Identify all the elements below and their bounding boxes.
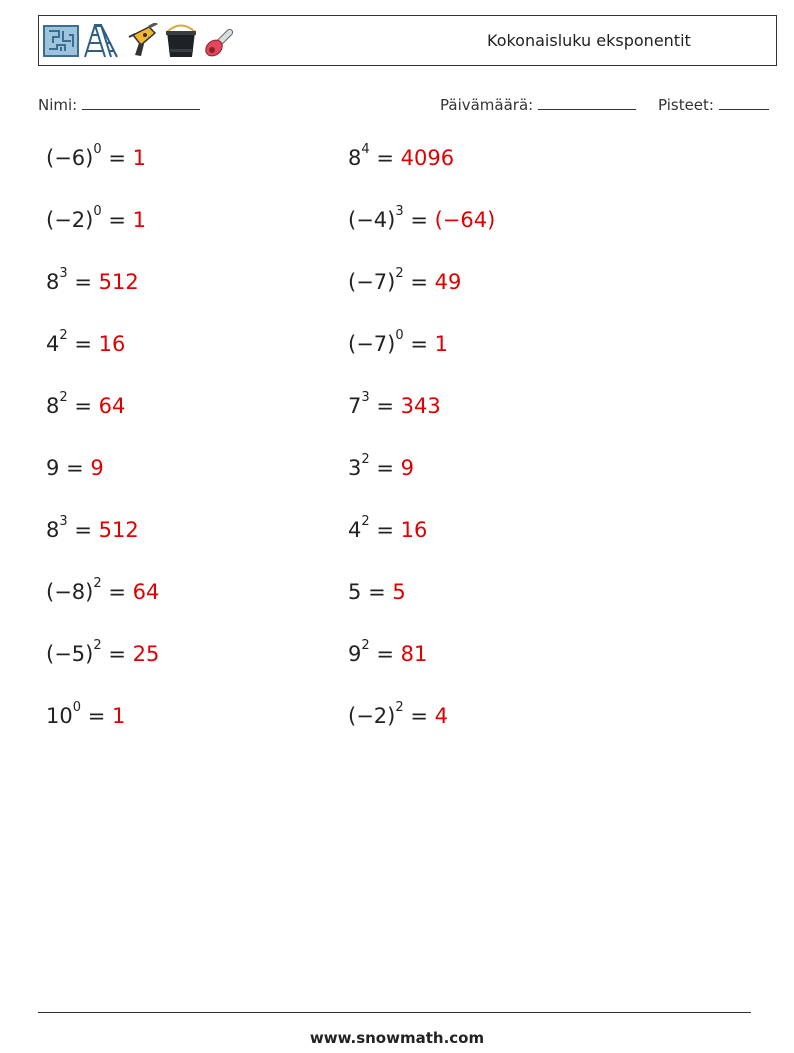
problem-exponent: 2 xyxy=(59,390,68,405)
problem-base: 8 xyxy=(46,518,60,542)
problem-item xyxy=(46,514,139,542)
problem-base: (−8) xyxy=(46,580,94,604)
score-label: Pisteet: xyxy=(658,96,714,114)
problem-answer: 512 xyxy=(98,518,139,542)
problem-exponent: 2 xyxy=(361,638,370,653)
problem-exponent: 2 xyxy=(395,700,404,715)
equals-sign: = xyxy=(74,270,92,294)
footer-url: www.snowmath.com xyxy=(309,1029,485,1047)
problem-exponent: 2 xyxy=(93,638,102,653)
problem-item xyxy=(348,580,406,604)
equals-sign: = xyxy=(74,332,92,356)
equals-sign: = xyxy=(108,208,126,232)
problem-item xyxy=(348,204,496,232)
ladder-icon xyxy=(83,23,119,59)
name-blank xyxy=(82,94,200,110)
equals-sign: = xyxy=(410,208,428,232)
worksheet-title: Kokonaisluku eksponentit xyxy=(487,31,691,50)
equals-sign: = xyxy=(376,642,394,666)
problem-base: 5 xyxy=(348,580,362,604)
problem-exponent: 0 xyxy=(93,204,102,219)
problem-base: 10 xyxy=(46,704,73,728)
problem-exponent: 2 xyxy=(395,266,404,281)
problem-base: 7 xyxy=(348,394,362,418)
problem-base: (−4) xyxy=(348,208,396,232)
problem-answer: (−64) xyxy=(434,208,496,232)
drill-icon xyxy=(123,23,159,59)
equals-sign: = xyxy=(376,518,394,542)
problem-exponent: 2 xyxy=(361,514,370,529)
problem-item xyxy=(46,142,146,170)
maze-icon xyxy=(43,23,79,59)
equals-sign: = xyxy=(66,456,84,480)
equals-sign: = xyxy=(108,146,126,170)
problem-base: (−6) xyxy=(46,146,94,170)
problem-answer: 9 xyxy=(400,456,415,480)
problem-answer: 512 xyxy=(98,270,139,294)
problem-item xyxy=(348,266,462,294)
problem-exponent: 4 xyxy=(361,142,370,157)
problem-base: 8 xyxy=(348,146,362,170)
problem-exponent: 3 xyxy=(361,390,370,405)
problem-answer: 49 xyxy=(434,270,462,294)
problem-answer: 1 xyxy=(132,208,146,232)
problem-item xyxy=(46,266,139,294)
problem-exponent: 2 xyxy=(93,576,102,591)
equals-sign: = xyxy=(376,146,394,170)
problem-answer: 16 xyxy=(98,332,126,356)
problem-answer: 4096 xyxy=(400,146,455,170)
problem-base: (−2) xyxy=(46,208,94,232)
problem-base: 4 xyxy=(46,332,60,356)
problem-answer: 16 xyxy=(400,518,428,542)
chainsaw-icon xyxy=(203,23,239,59)
problem-answer: 4 xyxy=(434,704,448,728)
problem-base: (−7) xyxy=(348,270,396,294)
score-field xyxy=(658,94,769,114)
score-blank xyxy=(719,94,769,110)
footer-divider xyxy=(38,1012,751,1013)
problem-exponent: 0 xyxy=(395,328,404,343)
date-blank xyxy=(538,94,636,110)
problem-item xyxy=(348,700,448,728)
problem-item xyxy=(46,638,160,666)
problem-answer: 25 xyxy=(132,642,160,666)
problem-item xyxy=(348,142,455,170)
problem-exponent: 0 xyxy=(93,142,102,157)
date-field xyxy=(440,94,636,114)
problem-exponent: 3 xyxy=(59,266,68,281)
problem-base: 4 xyxy=(348,518,362,542)
name-field xyxy=(38,94,200,114)
equals-sign: = xyxy=(74,518,92,542)
problem-answer: 9 xyxy=(90,456,104,480)
date-label: Päivämäärä: xyxy=(440,96,534,114)
problem-base: (−2) xyxy=(348,704,396,728)
problem-exponent: 2 xyxy=(59,328,68,343)
problem-item xyxy=(348,514,428,542)
problem-answer: 64 xyxy=(98,394,126,418)
problem-base: 8 xyxy=(46,270,60,294)
problem-answer: 343 xyxy=(400,394,441,418)
problem-exponent: 2 xyxy=(361,452,370,467)
problem-item xyxy=(348,328,448,356)
problem-answer: 1 xyxy=(434,332,448,356)
equals-sign: = xyxy=(410,704,428,728)
problem-base: 3 xyxy=(348,456,362,480)
problem-item xyxy=(348,638,428,666)
problem-exponent: 3 xyxy=(59,514,68,529)
equals-sign: = xyxy=(410,332,428,356)
header-box xyxy=(38,15,777,66)
problem-answer: 5 xyxy=(392,580,406,604)
equals-sign: = xyxy=(108,642,126,666)
problem-item xyxy=(46,204,146,232)
bucket-icon xyxy=(163,23,199,59)
problem-base: 9 xyxy=(348,642,362,666)
problem-base: (−5) xyxy=(46,642,94,666)
problem-base: (−7) xyxy=(348,332,396,356)
problem-base: 8 xyxy=(46,394,60,418)
equals-sign: = xyxy=(376,456,394,480)
equals-sign: = xyxy=(108,580,126,604)
problem-item xyxy=(46,328,126,356)
problem-exponent: 0 xyxy=(72,700,82,715)
problem-answer: 64 xyxy=(132,580,160,604)
problem-item xyxy=(46,390,126,418)
problem-item xyxy=(46,456,104,480)
icon-strip xyxy=(43,23,239,59)
equals-sign: = xyxy=(87,704,106,728)
equals-sign: = xyxy=(74,394,92,418)
name-label: Nimi: xyxy=(38,96,78,114)
problem-item xyxy=(348,452,415,480)
equals-sign: = xyxy=(368,580,386,604)
problem-base: 9 xyxy=(46,456,60,480)
problem-answer: 81 xyxy=(400,642,428,666)
problem-item xyxy=(46,700,126,728)
problem-exponent: 3 xyxy=(395,204,404,219)
problem-answer: 1 xyxy=(132,146,146,170)
problem-item xyxy=(46,576,160,604)
equals-sign: = xyxy=(376,394,394,418)
problem-answer: 1 xyxy=(112,704,126,728)
problem-item xyxy=(348,390,441,418)
equals-sign: = xyxy=(410,270,428,294)
